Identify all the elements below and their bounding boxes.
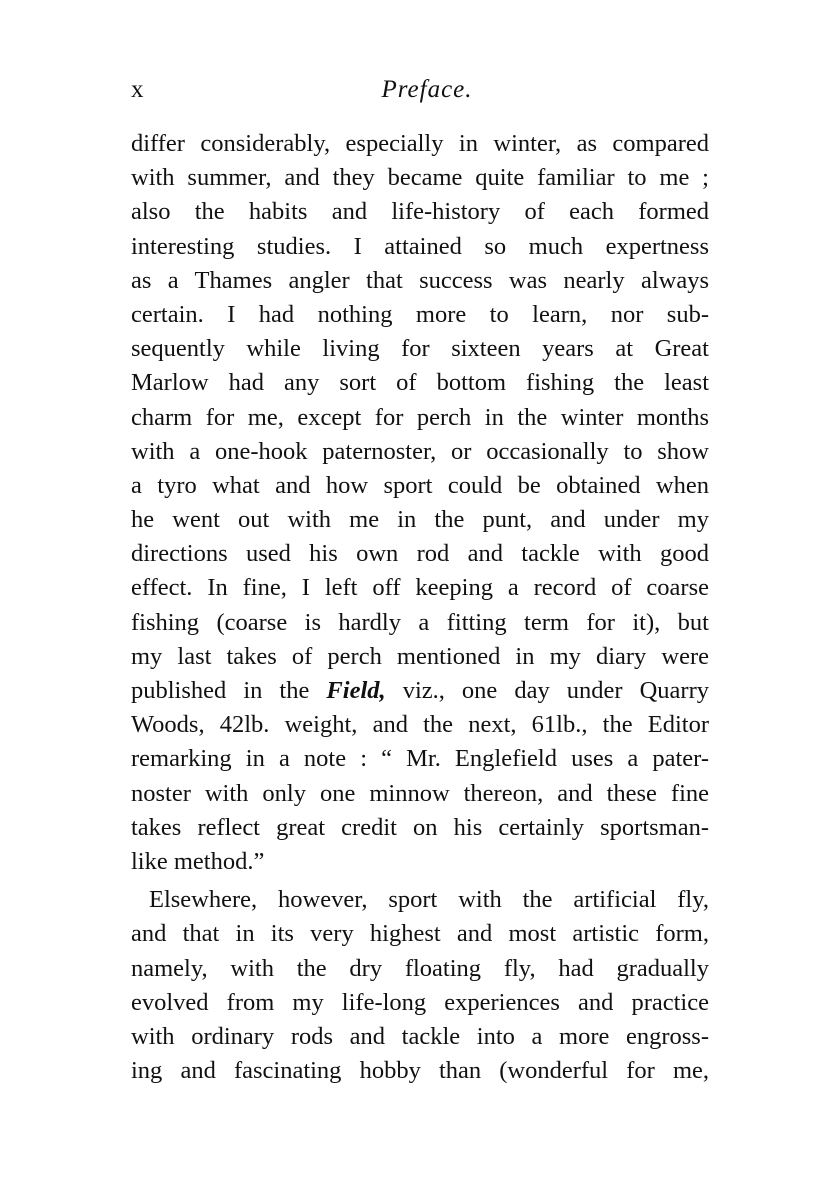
text-line: certain. I had nothing more to learn, nor sub-	[131, 300, 709, 328]
text-run: published in the	[131, 677, 327, 704]
text-line: Marlow had any sort of bottom fishing the least	[131, 369, 709, 397]
text-line: fishing (coarse is hardly a fitting term for it), but	[131, 608, 709, 636]
text-line: like method.”	[131, 847, 265, 875]
text-line: he went out with me in the punt, and under my	[131, 506, 709, 534]
text-line: noster with only one minnow thereon, and these fine	[131, 779, 709, 807]
text-line: takes reflect great credit on his certainly sportsman-	[131, 813, 709, 841]
text-line: ing and fascinating hobby than (wonderful for me,	[131, 1057, 709, 1085]
text-line: sequently while living for sixteen years at Great	[131, 335, 709, 363]
text-line: evolved from my life-long experiences and practice	[131, 988, 709, 1016]
text-line: with summer, and they became quite familiar to me ;	[131, 164, 709, 192]
text-line: my last takes of perch mentioned in my diary were	[131, 642, 709, 670]
text-line: effect. In fine, I left off keeping a record of coarse	[131, 574, 709, 602]
journal-title-field: Field,	[326, 677, 386, 704]
text-line: namely, with the dry floating fly, had gradually	[131, 954, 709, 982]
text-line: a tyro what and how sport could be obtained when	[131, 471, 709, 499]
text-line: and that in its very highest and most artistic form,	[131, 920, 709, 948]
running-head	[131, 72, 709, 108]
text-line: charm for me, except for perch in the winter months	[131, 403, 709, 431]
body-text	[131, 127, 709, 1088]
text-line: directions used his own rod and tackle with good	[131, 540, 709, 568]
text-line: as a Thames angler that success was nearly always	[131, 266, 709, 294]
text-line: differ considerably, especially in winter, as compared	[131, 130, 709, 157]
running-title: Preface.	[381, 76, 473, 103]
text-line-field	[131, 674, 709, 708]
page-number: x	[131, 76, 145, 103]
text-line: remarking in a note : “ Mr. Englefield uses a pater-	[131, 745, 709, 773]
text-line: Elsewhere, however, sport with the artificial fly,	[149, 886, 709, 914]
text-line: with ordinary rods and tackle into a more engross-	[131, 1022, 709, 1050]
text-line: also the habits and life-history of each formed	[131, 198, 709, 226]
text-run: viz., one day under Quarry	[385, 677, 709, 704]
text-line: with a one-hook paternoster, or occasionally to show	[131, 437, 709, 465]
paragraph-1	[131, 127, 709, 879]
text-line: interesting studies. I attained so much expertness	[131, 232, 709, 260]
paragraph-2	[131, 883, 709, 1088]
text-line: Woods, 42lb. weight, and the next, 61lb., the Editor	[131, 711, 709, 739]
